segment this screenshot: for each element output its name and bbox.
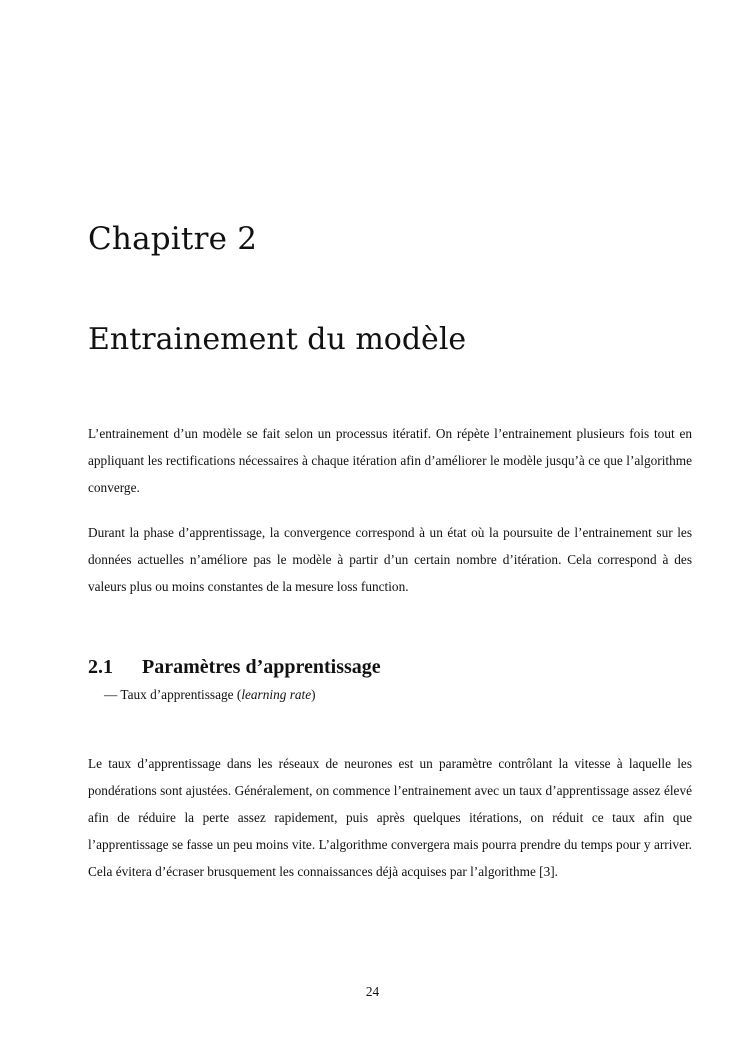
section-heading <box>88 656 381 679</box>
bullet-dash: — <box>104 687 118 702</box>
chapter-title: Entrainement du modèle <box>88 322 467 358</box>
bullet-item <box>104 687 316 703</box>
bullet-italic-term: learning rate <box>241 687 312 702</box>
page-number: 24 <box>365 984 380 999</box>
section-title: Paramètres d’apprentissage <box>142 655 381 678</box>
section-number: 2.1 <box>88 655 113 678</box>
paragraph-intro: L’entrainement d’un modèle se fait selon un processus itératif. On répète l’entrainement plusieurs fois tout en appliquant les rectifications nécessaires à chaque itération afin d’améliorer le modèle jusqu’à ce que l’algorithme converge. <box>88 426 692 496</box>
bullet-text: Taux d’apprentissage ( <box>120 687 242 702</box>
bullet-close: ) <box>311 687 316 702</box>
chapter-label: Chapitre 2 <box>88 220 258 257</box>
paragraph-convergence: Durant la phase d’apprentissage, la convergence correspond à un état où la poursuite de l’entrainement sur les données actuelles n’améliore pas le modèle à partir d’un certain nombre d’itération. Cela correspond à des valeurs plus ou moins constantes de la mesure loss function. <box>88 525 692 595</box>
paragraph-learning-rate: Le taux d’apprentissage dans les réseaux de neurones est un paramètre contrôlant la vitesse à laquelle les pondérations sont ajustées. Généralement, on commence l’entrainement avec un taux d’apprentissage assez élevé afin de réduire la perte assez rapidement, puis après quelques itérations, on réduit ce taux afin que l’apprentissage se fasse un peu moins vite. L’algorithme convergera mais pourra prendre du temps pour y arriver. Cela évitera d’écraser brusquement les connaissances déjà acquises par l’algorithme [3]. <box>88 756 692 880</box>
